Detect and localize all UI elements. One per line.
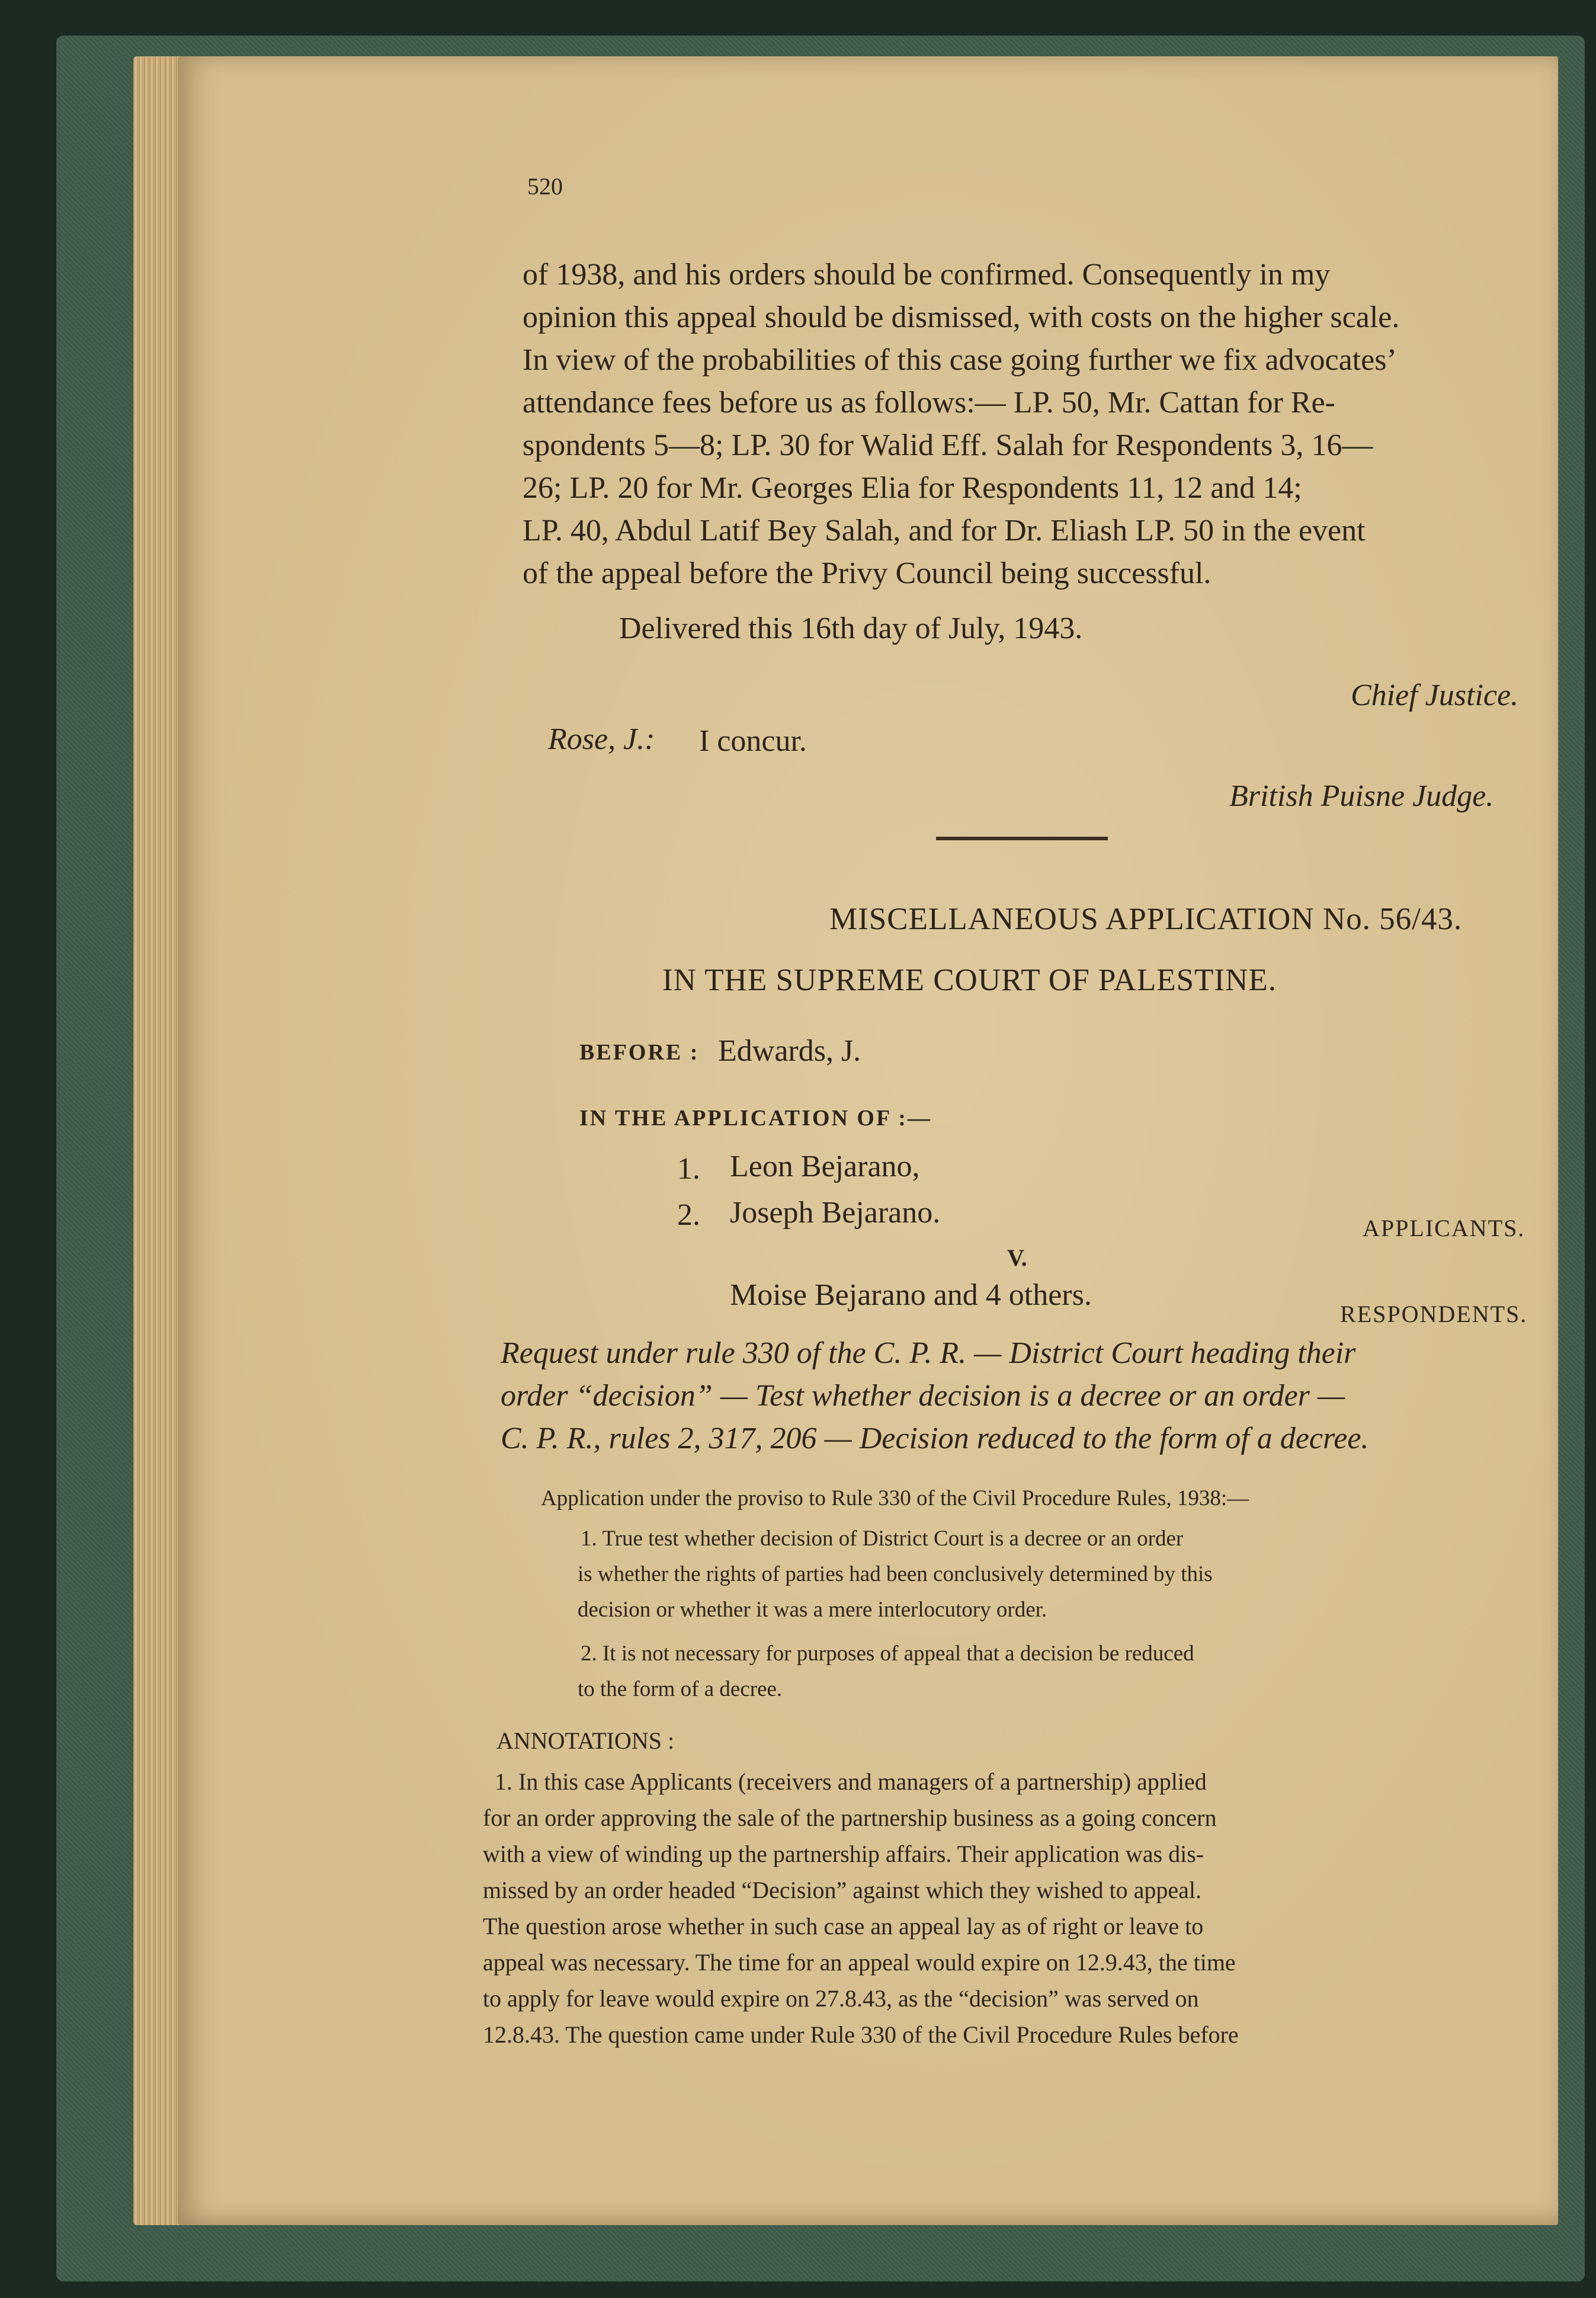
applicants-label: APPLICANTS. [1363,1215,1526,1241]
case-title: MISCELLANEOUS APPLICATION No. 56/43. [829,902,1463,936]
section-divider [936,837,1108,840]
annotation-line: The question arose whether in such case an appeal lay as of right or leave to [483,1913,1204,1939]
concurrence: I concur. [699,724,807,758]
judgment-line: 26; LP. 20 for Mr. Georges Elia for Respondents 11, 12 and 14; [523,471,1302,505]
annotation-line: missed by an order headed “Decision” against which they wished to appeal. [483,1877,1201,1903]
judgment-line: attendance fees before us as follows:— LP. 50, Mr. Cattan for Re- [523,386,1335,420]
judgment-line: In view of the probabilities of this case going further we fix advocates’ [523,343,1397,377]
page-number: 520 [527,173,563,200]
annotation-line: appeal was necessary. The time for an appeal would expire on 12.9.43, the time [483,1949,1236,1976]
applicant-name: Leon Bejarano, [730,1150,920,1183]
summary-point: 1. True test whether decision of District Court is a decree or an order [581,1526,1184,1551]
annotation-line: to apply for leave would expire on 27.8.43, as the “decision” was served on [483,1985,1199,2012]
applicant-number: 2. [677,1198,700,1232]
summary-point: is whether the rights of parties had been conclusively determined by this [578,1562,1213,1586]
summary-intro: Application under the proviso to Rule 330 of the Civil Procedure Rules, 1938:— [541,1486,1249,1510]
application-of-label: IN THE APPLICATION OF :— [579,1106,932,1131]
versus: V. [1007,1244,1027,1271]
judgment-line: of the appeal before the Privy Council being successful. [523,556,1212,590]
applicant-name: Joseph Bejarano. [730,1196,941,1230]
judgment-line: LP. 40, Abdul Latif Bey Salah, and for Dr. Eliash LP. 50 in the event [523,514,1366,548]
before-judge: Edwards, J. [718,1034,861,1068]
summary-point: 2. It is not necessary for purposes of appeal that a decision be reduced [581,1641,1194,1666]
respondent-name: Moise Bejarano and 4 others. [730,1278,1092,1312]
applicant-number: 1. [677,1152,700,1186]
annotation-line: 12.8.43. The question came under Rule 330 of the Civil Procedure Rules before [483,2021,1239,2048]
judgment-line: spondents 5—8; LP. 30 for Walid Eff. Salah for Respondents 3, 16— [523,428,1373,462]
before-label: BEFORE : [579,1040,700,1065]
delivered-date: Delivered this 16th day of July, 1943. [619,612,1083,645]
annotation-line: 1. In this case Applicants (receivers and managers of a partnership) applied [495,1768,1207,1795]
court-name: IN THE SUPREME COURT OF PALESTINE. [662,963,1277,997]
annotation-line: for an order approving the sale of the partnership business as a going concern [483,1804,1217,1831]
headnote-line: Request under rule 330 of the C. P. R. — District Court heading their [501,1336,1356,1370]
annotations-heading: ANNOTATIONS : [496,1727,675,1754]
summary-point: decision or whether it was a mere interlocutory order. [578,1598,1047,1622]
headnote-line: order “decision” — Test whether decision is a decree or an order — [501,1379,1345,1413]
judgment-line: opinion this appeal should be dismissed, with costs on the higher scale. [523,300,1400,334]
signature-chief-justice: Chief Justice. [1351,678,1519,712]
judgment-line: of 1938, and his orders should be confirmed. Consequently in my [523,258,1331,292]
headnote-line: C. P. R., rules 2, 317, 206 — Decision reduced to the form of a decree. [501,1422,1369,1455]
concurring-judge: Rose, J.: [548,722,655,756]
summary-point: to the form of a decree. [578,1677,783,1701]
signature-puisne-judge: British Puisne Judge. [1229,779,1494,813]
respondents-label: RESPONDENTS. [1340,1301,1528,1327]
annotation-line: with a view of winding up the partnership affairs. Their application was dis- [483,1841,1204,1867]
